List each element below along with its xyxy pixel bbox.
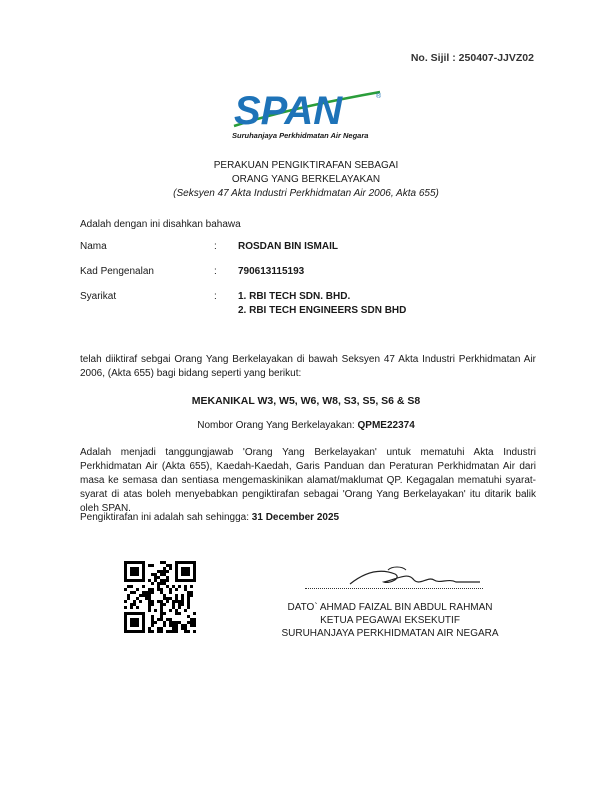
id-value: 790613115193 — [238, 266, 305, 277]
validity-date: 31 December 2025 — [251, 512, 340, 523]
qp-number-label: Nombor Orang Yang Berkelayakan: — [197, 420, 355, 431]
company-label: Syarikat — [80, 291, 117, 302]
validity-line — [80, 512, 339, 523]
responsibility-text: Adalah menjadi tanggungjawab 'Orang Yang Berkelayakan' untuk mematuhi Akta Industri Perkhidmatan Air (Akta 655), Kaedah-Kaedah, Garis Panduan dan Peraturan Perkhidmatan Air dari masa ke semasa dan sentiasa mengemaskinikan alamat/maklumat QP. Kegagalan mematuhi syarat-syarat di atas boleh menyebabkan pengiktirafan sebagai 'Orang Yang Berkelayakan' itu ditarik balik oleh SPAN. — [80, 447, 536, 514]
certificate-title-line2: ORANG YANG BERKELAYAKAN — [231, 174, 381, 185]
company-value-2: 2. RBI TECH ENGINEERS SDN BHD — [238, 305, 407, 316]
signatory-name: DATO` AHMAD FAIZAL BIN ABDUL RAHMAN — [287, 602, 493, 613]
id-label: Kad Pengenalan — [80, 266, 154, 277]
certificate-title-line3: (Seksyen 47 Akta Industri Perkhidmatan Air 2006, Akta 655) — [173, 188, 439, 199]
name-colon: : — [214, 241, 217, 252]
signatory-organisation: SURUHANJAYA PERKHIDMATAN AIR NEGARA — [281, 628, 499, 639]
recognition-text: telah diiktiraf sebgai Orang Yang Berkelayakan di bawah Seksyen 47 Akta Industri Perkhidmatan Air 2006, (Akta 655) bagi bidang seperti yang berikut: — [80, 354, 536, 379]
qp-number-line — [0, 420, 612, 431]
logo-subtitle: Suruhanjaya Perkhidmatan Air Negara — [232, 131, 369, 140]
id-colon: : — [214, 266, 217, 277]
name-value: ROSDAN BIN ISMAIL — [238, 241, 338, 252]
signature-line — [305, 588, 483, 589]
certificate-number: No. Sijil : 250407-JJVZ02 — [410, 52, 534, 64]
name-label: Nama — [80, 241, 107, 252]
logo-wordmark: SPAN — [234, 89, 343, 133]
qr-code — [124, 561, 196, 633]
company-colon: : — [214, 291, 217, 302]
logo-registered-mark: ® — [376, 93, 382, 100]
certificate-title-line1: PERAKUAN PENGIKTIRAFAN SEBAGAI — [213, 160, 399, 171]
qp-number: QPME22374 — [357, 420, 415, 431]
discipline: MEKANIKAL W3, W5, W6, W8, S3, S5, S6 & S8 — [191, 395, 421, 407]
company-value-1: 1. RBI TECH SDN. BHD. — [238, 291, 351, 302]
validity-label: Pengiktirafan ini adalah sah sehingga: — [80, 512, 250, 523]
intro-text: Adalah dengan ini disahkan bahawa — [80, 219, 241, 230]
signatory-position: KETUA PEGAWAI EKSEKUTIF — [320, 615, 460, 626]
